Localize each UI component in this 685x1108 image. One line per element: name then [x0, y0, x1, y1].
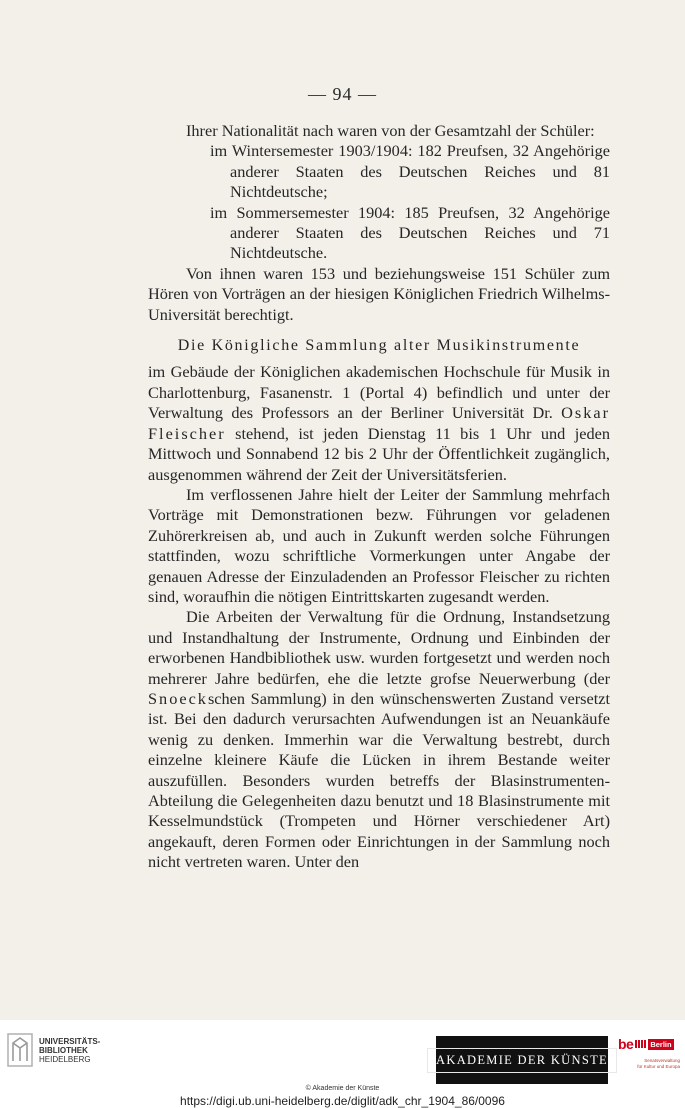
body-text — [148, 121, 610, 873]
viewer-footer — [0, 1020, 685, 1108]
paragraph-university-students: Von ihnen waren 153 und beziehungsweise 151 Schüler zum Hören von Vorträgen an der hiesigen Königlichen Friedrich Wilhelms-Universität berechtigt. — [148, 263, 610, 324]
spaced-name-fleischer: Oskar Fleischer — [148, 403, 610, 443]
ub-logo-text: UNIVERSITÄTS- BIBLIOTHEK HEIDELBERG — [39, 1036, 101, 1064]
berlin-bars-icon — [635, 1040, 646, 1048]
list-item-winter-semester: im Wintersemester 1903/1904: 182 Preufsen, 32 Angehörige anderer Staaten des Deutschen Reiches und 81 Nichtdeutsche; — [210, 141, 610, 202]
list-item-summer-semester: im Sommersemester 1904: 185 Preufsen, 32 Angehörige anderer Staaten des Deutschen Reiches und 71 Nichtdeutsche. — [210, 202, 610, 263]
paragraph-collection-location: im Gebäude der Königlichen akademischen Hochschule für Musik in Charlottenburg, Fasanenstr. 1 (Portal 4) befindlich und unter der Verwaltung des Professors an der Berliner Universität Dr. Oskar Fleischer stehend, ist jeden Dienstag 11 bis 1 Uhr und jeden Mittwoch und Sonnabend 12 bis 2 Uhr der Öffentlichkeit zugänglich, ausgenommen während der Zeit der Universitätsferien. — [148, 362, 610, 484]
berlin-logo-tag: Berlin — [650, 1039, 672, 1049]
ub-heidelberg-logo[interactable] — [7, 1033, 100, 1067]
berlin-senate-logo[interactable] — [618, 1034, 680, 1086]
book-emblem-icon — [7, 1033, 33, 1067]
akademie-der-kuenste-logo[interactable] — [436, 1036, 608, 1084]
adk-logo-label: AKADEMIE DER KÜNSTE — [427, 1048, 617, 1073]
paragraph-lectures: Im verflossenen Jahre hielt der Leiter der Sammlung mehrfach Vorträge mit Demonstrationen bezw. Führungen vor geladenen Zuhörerkreisen ab, und auch in Zukunft werden solche Führungen stattfinden, wozu schriftliche Vormerkungen unter Angabe der genauen Adresse der Einzuladenden an Professor Fleischer zu richten sind, woraufhin die nötigen Eintrittskarten zugesandt werden. — [148, 484, 610, 606]
section-heading: Die Königliche Sammlung alter Musikinstrumente — [177, 337, 581, 355]
page-number: — 94 — — [308, 84, 377, 104]
permalink-url[interactable]: https://digi.ub.uni-heidelberg.de/diglit/adk_chr_1904_86/0096 — [180, 1094, 505, 1108]
spaced-name-snoeck: Snoeck — [148, 688, 208, 708]
paragraph-administration: Die Arbeiten der Verwaltung für die Ordnung, Instandsetzung und Instandhaltung der Instrumente, Ordnung und Einbinden der erworbenen Handbibliothek usw. wurden fortgesetzt und werden noch mehrerer Jahre bedürfen, ehe die letzte grofse Neuerwerbung (der Snoeckschen Sammlung) in den wünschenswerten Zustand versetzt ist. Bei den dadurch verursachten Aufwendungen ist an Neuankäufe wenig zu denken. Immerhin war die Verwaltung bestrebt, durch einzelne kleinere Käufe die Lücken in ihrem Bestande weiter auszufüllen. Besonders wurden betreffs der Blasinstrumenten-Abteilung die Gelegenheiten dazu benutzt und 18 Blasinstrumente mit Kesselmundstück (Trompeten und Hörner verschiedener Art) angekauft, deren Formen oder Einrichtungen in der Sammlung noch nicht vertreten waren. Unter den — [148, 607, 610, 872]
berlin-logo-subtitle: Senatsverwaltung für Kultur und Europa — [637, 1058, 680, 1069]
copyright-notice: © Akademie der Künste — [305, 1085, 380, 1092]
paragraph-nationality: Ihrer Nationalität nach waren von der Gesamtzahl der Schüler: — [186, 121, 595, 140]
berlin-logo-be: be — [618, 1036, 634, 1052]
